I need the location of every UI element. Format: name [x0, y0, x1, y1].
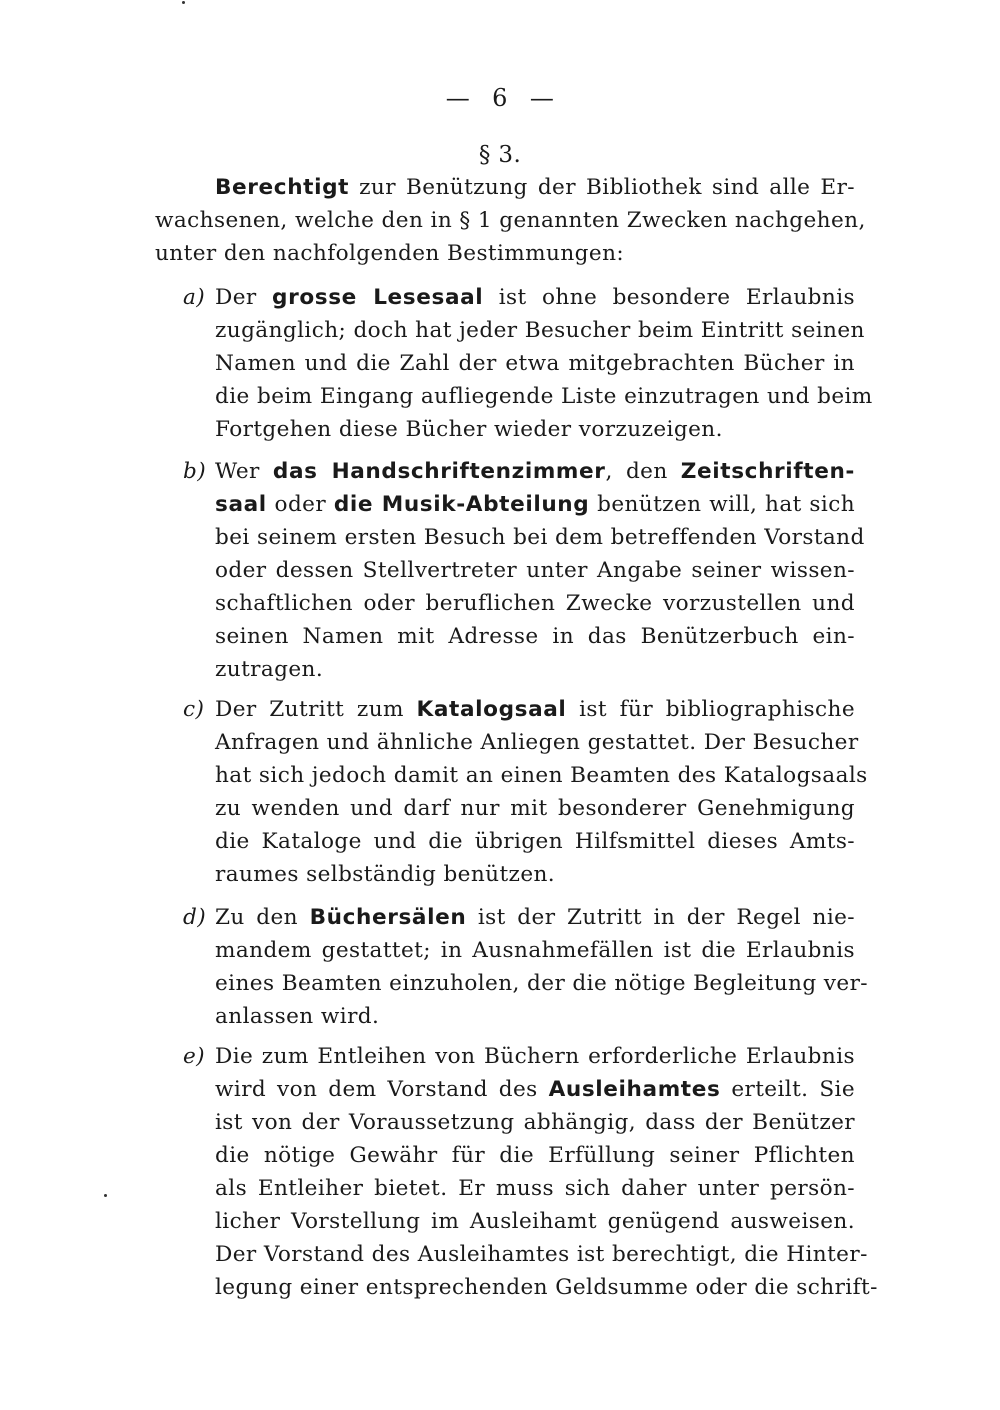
item-e-line-8: legung einer entsprechenden Geldsumme oder die schrift- [215, 1275, 878, 1300]
item-c-line-2: Anfragen und ähnliche Anliegen gestattet. Der Besucher [215, 730, 859, 755]
item-a-line-4: die beim Eingang aufliegende Liste einzutragen und beim [215, 384, 873, 409]
item-a-line-5: Fortgehen diese Bücher wieder vorzuzeigen. [215, 417, 723, 442]
item-e-line-1: Die zum Entleihen von Büchern erforderliche Erlaubnis [215, 1044, 855, 1069]
section-heading: § 3. [478, 142, 522, 168]
item-c-line-5: die Kataloge und die übrigen Hilfsmittel dieses Amts- [215, 829, 855, 854]
item-b-line-1: Wer das Handschriftenzimmer, den Zeitschriften- [215, 459, 855, 484]
item-b-line-6: seinen Namen mit Adresse in das Benützerbuch ein- [215, 624, 855, 649]
item-e-line-5: als Entleiher bietet. Er muss sich daher unter persön- [215, 1176, 855, 1201]
item-c-line-6: raumes selbständig benützen. [215, 862, 556, 887]
item-marker-d: d) [183, 905, 207, 930]
item-e-line-6: licher Vorstellung im Ausleihamt genügend ausweisen. [215, 1209, 855, 1234]
item-a-line-3: Namen und die Zahl der etwa mitgebrachten Bücher in [215, 351, 855, 376]
item-e-line-4: die nötige Gewähr für die Erfüllung seiner Pflichten [215, 1143, 855, 1168]
item-marker-c: c) [183, 697, 205, 722]
item-b-line-2: saal oder die Musik-Abteilung benützen will, hat sich [215, 492, 855, 517]
scan-speck [104, 1194, 107, 1197]
item-e-line-3: ist von der Voraussetzung abhängig, dass der Benützer [215, 1110, 855, 1135]
item-d-line-3: eines Beamten einzuholen, der die nötige Begleitung ver- [215, 971, 869, 996]
item-c-line-3: hat sich jedoch damit an einen Beamten des Katalogsaals [215, 763, 868, 788]
item-a-line-2: zugänglich; doch hat jeder Besucher beim Eintritt seinen [215, 318, 865, 343]
item-e-line-2: wird von dem Vorstand des Ausleihamtes erteilt. Sie [215, 1077, 855, 1102]
intro-line-2: wachsenen, welche den in § 1 genannten Zwecken nachgehen, [155, 208, 866, 233]
item-b-line-7: zutragen. [215, 657, 324, 682]
item-b-line-5: schaftlichen oder beruflichen Zwecke vorzustellen und [215, 591, 855, 616]
item-c-line-1: Der Zutritt zum Katalogsaal ist für bibliographische [215, 697, 855, 722]
item-b-line-4: oder dessen Stellvertreter unter Angabe seiner wissen- [215, 558, 855, 583]
intro-line-1: Berechtigt zur Benützung der Bibliothek sind alle Er- [215, 175, 855, 200]
item-a-line-1: Der grosse Lesesaal ist ohne besondere Erlaubnis [215, 285, 855, 310]
intro-line-3: unter den nachfolgenden Bestimmungen: [155, 241, 625, 266]
item-d-line-1: Zu den Büchersälen ist der Zutritt in der Regel nie- [215, 905, 855, 930]
item-e-line-7: Der Vorstand des Ausleihamtes ist berechtigt, die Hinter- [215, 1242, 868, 1267]
item-marker-b: b) [183, 459, 207, 484]
item-c-line-4: zu wenden und darf nur mit besonderer Genehmigung [215, 796, 855, 821]
item-b-line-3: bei seinem ersten Besuch bei dem betreffenden Vorstand [215, 525, 865, 550]
scan-speck [182, 1, 185, 4]
item-d-line-2: mandem gestattet; in Ausnahmefällen ist die Erlaubnis [215, 938, 855, 963]
item-marker-e: e) [183, 1044, 206, 1069]
item-marker-a: a) [183, 285, 206, 310]
item-d-line-4: anlassen wird. [215, 1004, 380, 1029]
page-number: — 6 — [445, 84, 555, 112]
